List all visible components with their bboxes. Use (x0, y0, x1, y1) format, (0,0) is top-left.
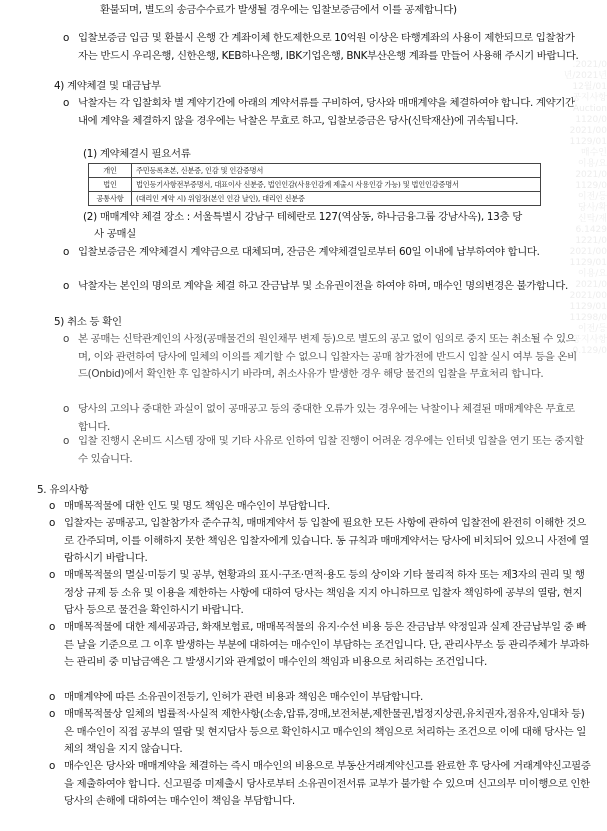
bullet-text: 본 공매는 신탁관계인의 사정(공매물건의 원인채무 변제 등)으로 별도의 공고 없이 임의로 중지 또는 취소될 수 있으며, 이와 관련하여 당사에 일체의 이의를 제기할 수 없으니 입찰자는 공매 참가전에 반드시 입찰 실시 여부 등을 온비드(Onbid)에서 확인한 후 입찰하시기 바라며, 취소사유가 발생한 경우 해당 물건의 입찰을 무효처리 합니다. (78, 333, 577, 380)
table-cell-key: 공통사항 (89, 192, 132, 206)
bullet-marker: o (48, 691, 55, 703)
contract-place-line: 사 공매실 (94, 228, 136, 240)
bullet-marker: o (62, 333, 69, 345)
bullet-item (62, 433, 584, 468)
bullet-marker: o (48, 569, 55, 581)
table-row (89, 178, 541, 192)
bullet-item (62, 331, 584, 384)
bullet-text: 입찰보증금은 계약체결시 계약금으로 대체되며, 잔금은 계약체결일로부터 60일 이내에 납부하여야 합니다. (78, 246, 540, 258)
bullet-text: 낙찰자는 각 입찰회차 별 계약기간에 아래의 계약서류를 구비하여, 당사와 매매계약을 체결하여야 합니다. 계약기간 내에 계약을 체결하지 않을 경우에는 낙찰은 무효로 하고, 입찰보증금은 당사(신탁재산)에 귀속됩니다. (78, 97, 575, 127)
docs-title: (1) 계약체결시 필요서류 (83, 148, 191, 160)
bullet-marker: o (62, 280, 69, 292)
bullet-text: 입찰보증금 입금 및 환불시 은행 간 계좌이체 한도제한으로 10억원 이상은 타행계좌의 사용이 제한되므로 입찰참가자는 반드시 우리은행, 신한은행, KEB하나은행, IBK기업은행, BNK부산은행 계좌를 만들어 사용해 주시기 바랍니다. (78, 32, 579, 62)
bullet-item (48, 758, 594, 811)
bullet-text: 매매목적물에 대한 제세공과금, 화재보험료, 매매목적물의 유지·수선 비용 등은 잔금납부 약정일과 실제 잔금납부일 중 빠른 날을 기준으로 그 이후 발생하는 부분에 대하여는 매수인이 부담하는 조건입니다. 단, 관리사무소 등 관리주체가 부과하는 관리비 중 미납금액은 그 발생시기와 관계없이 매수인의 책임과 비용으로 처리하는 조건입니다. (64, 621, 589, 668)
bullet-text: 입찰자는 공매공고, 입찰참가자 준수규칙, 매매계약서 등 입찰에 필요한 모든 사항에 관하여 입찰전에 완전히 이해한 것으로 간주되며, 이를 이해하지 못한 책임은 입찰자에게 있습니다. 동 규칙과 매매계약서는 당사에 비치되어 있으니 사전에 열람하시기 바랍니다. (64, 517, 589, 564)
bullet-marker: o (48, 517, 55, 529)
bullet-marker: o (62, 246, 69, 258)
bullet-marker: o (62, 435, 69, 447)
bullet-item (48, 619, 594, 672)
bullet-text: 매매목적물의 멸실·미등기 및 공부, 현황과의 표시·구조·면적·용도 등의 상이와 기타 물리적 하자 또는 제3자의 권리 및 행정상 규제 등 소유 및 이용을 제한하는 사항에 대하여 당사는 책임을 지지 아니하므로 입찰자 책임하에 공부의 열람, 현지 답사 등으로 물건을 확인하시기 바랍니다. (64, 569, 585, 616)
bullet-text: 입찰 진행시 온비드 시스템 장애 및 기타 사유로 인하여 입찰 진행이 어려운 경우에는 인터넷 입찰을 연기 또는 중지할 수 있습니다. (78, 435, 584, 465)
bullet-marker: o (48, 621, 55, 633)
bullet-marker: o (62, 97, 69, 109)
bullet-text: 낙찰자는 본인의 명의로 계약을 체결 하고 잔금납부 및 소유권이전을 하여야 하며, 매수인 명의변경은 불가합니다. (78, 280, 568, 292)
bullet-item (48, 515, 594, 568)
table-row (89, 192, 541, 206)
bullet-marker: o (62, 32, 69, 44)
bullet-item (62, 244, 584, 262)
bullet-text: 매매계약에 따른 소유권이전등기, 인허가 관련 비용과 책임은 매수인이 부담합니다. (64, 691, 423, 703)
table-cell-key: 법인 (89, 178, 132, 192)
bullet-item (48, 498, 594, 516)
bullet-text: 매수인은 당사와 매매계약을 체결하는 즉시 매수인의 비용으로 부동산거래계약신고를 완료한 후 당사에 거래계약신고필증을 제출하여야 합니다. 신고필증 미제출시 당사로부터 소유권이전서류 교부가 불가할 수 있으며 신고의무 미이행으로 인한 당사의 손해에 대하여는 매수인이 책임을 부담합니다. (64, 760, 591, 807)
bullet-item (62, 95, 584, 130)
bullet-text: 매매목적물상 일체의 법률적·사실적 제한사항(소송,압류,경매,보전처분,제한물권,법정지상권,유치권자,점유자,임대차 등)은 매수인이 직접 공부의 열람 및 현지답사 등으로 확인하시고 매수인의 책임으로 처리하는 조건으로 이에 대해 당사는 일체의 책임을 지지 않습니다. (64, 708, 586, 755)
bullet-marker: o (48, 500, 55, 512)
bullet-marker: o (62, 403, 69, 415)
bullet-item (62, 401, 584, 436)
bullet-item (48, 567, 594, 620)
section-title: 5. 유의사항 (37, 484, 89, 496)
bullet-marker: o (48, 708, 55, 720)
top-continuation-text: 환불되며, 별도의 송금수수료가 발생될 경우에는 입찰보증금에서 이를 공제합니다) (100, 4, 457, 16)
table-cell-value: 주민등록초본, 신분증, 인감 및 인감증명서 (132, 164, 541, 178)
bullet-marker: o (48, 760, 55, 772)
required-docs-table (88, 163, 541, 206)
table-cell-value: 법인등기사항전부증명서, 대표이사 신분증, 법인인감(사용인감계 제출시 사용인감 가능) 및 법인인감증명서 (132, 178, 541, 192)
subsection-title: 5) 취소 등 확인 (54, 316, 122, 328)
table-cell-value: (대리인 계약 시) 위임장(본인 인감 날인), 대리인 신분증 (132, 192, 541, 206)
bullet-text: 당사의 고의나 중대한 과실이 없이 공매공고 등의 중대한 오류가 있는 경우에는 낙찰이나 체결된 매매계약은 무효로 합니다. (78, 403, 575, 433)
table-cell-key: 개인 (89, 164, 132, 178)
bullet-item (62, 30, 584, 65)
subsection-title: 4) 계약체결 및 대금납부 (54, 80, 161, 92)
bullet-item (62, 278, 584, 296)
watermark: .2021/0 년/2021년 12월/01 공지사항 Auction 1120/0 2021/00 1129/01 매수인 이용/요 2021/0 1129/0 이전/등 당사/확 신탁/재 6.1429 1221/0 2021/00 1129/01 이용/요 2021/0 2021/00 1129/01 11298/0 이전/등 공지사항 0.129/0 (563, 60, 607, 356)
bullet-text: 매매목적물에 대한 인도 및 명도 책임은 매수인이 부담합니다. (64, 500, 330, 512)
table-row (89, 164, 541, 178)
bullet-item (48, 706, 594, 759)
contract-place-line: (2) 매매계약 체결 장소 : 서울특별시 강남구 테헤란로 127(역삼동, 하나금융그룹 강남사옥), 13층 당 (83, 211, 522, 223)
bullet-item (48, 689, 594, 707)
